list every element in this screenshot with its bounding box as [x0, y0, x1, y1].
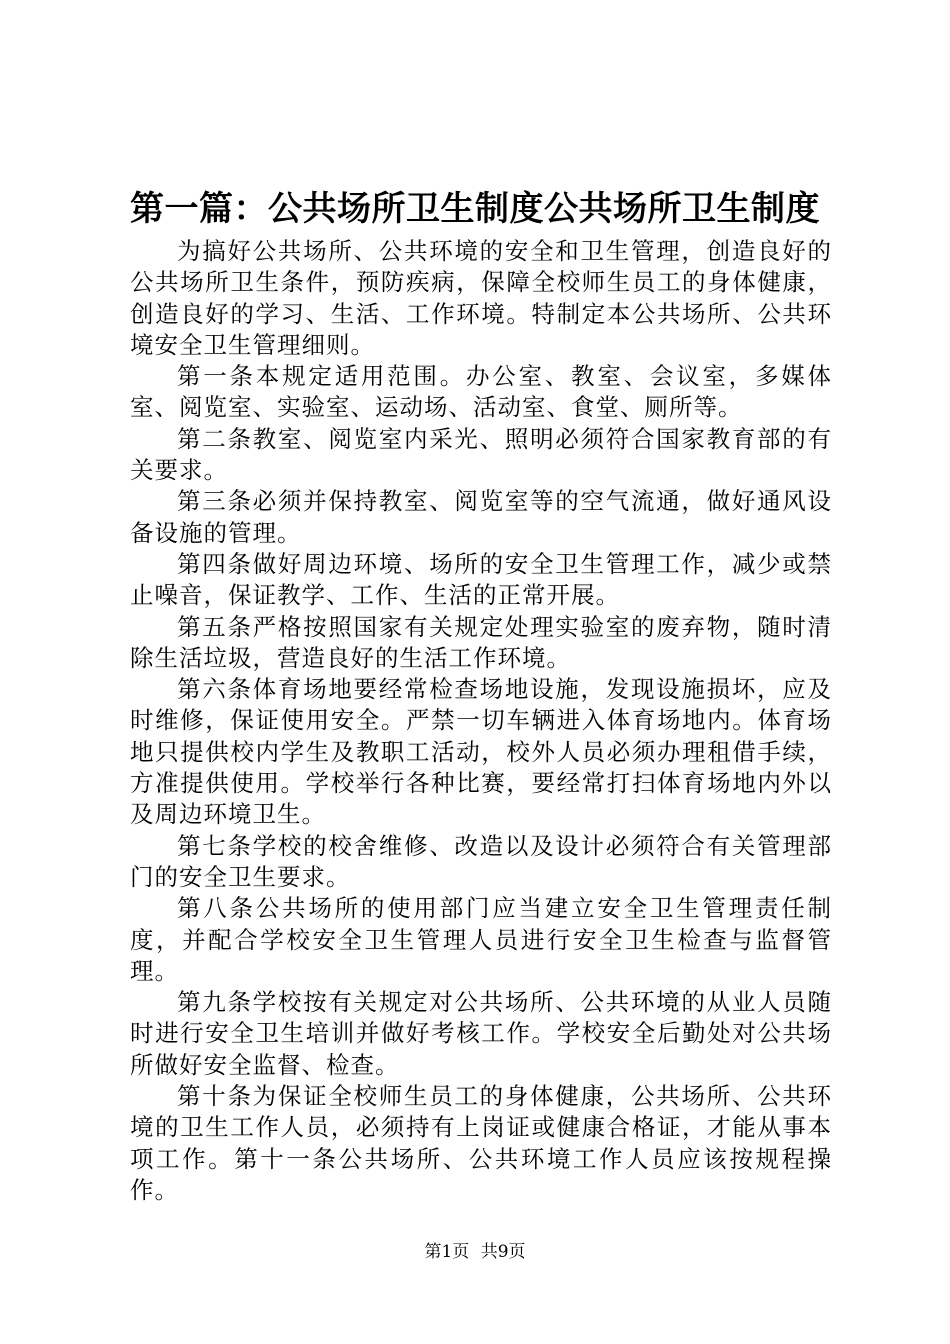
paragraph: 第十条为保证全校师生员工的身体健康，公共场所、公共环境的卫生工作人员，必须持有上岗证或健康合格证，才能从事本项工作。第十一条公共场所、公共环境工作人员应该按规程操作。: [130, 1082, 832, 1204]
paragraph: 第九条学校按有关规定对公共场所、公共环境的从业人员随时进行安全卫生培训并做好考核工作。学校安全后勤处对公共场所做好安全监督、检查。: [130, 988, 832, 1079]
paragraph: 第一条本规定适用范围。办公室、教室、会议室，多媒体室、阅览室、实验室、运动场、活动室、食堂、厕所等。: [130, 362, 832, 422]
paragraph: 第八条公共场所的使用部门应当建立安全卫生管理责任制度，并配合学校安全卫生管理人员进行安全卫生检查与监督管理。: [130, 894, 832, 985]
page-number-total: 共9页: [480, 1242, 526, 1262]
paragraph: 第四条做好周边环境、场所的安全卫生管理工作，减少或禁止噪音，保证教学、工作、生活的正常开展。: [130, 549, 832, 610]
document-title: 第一篇：公共场所卫生制度公共场所卫生制度: [130, 189, 820, 229]
paragraph: 第三条必须并保持教室、阅览室等的空气流通，做好通风设备设施的管理。: [130, 487, 832, 547]
paragraph: 第七条学校的校舍维修、改造以及设计必须符合有关管理部门的安全卫生要求。: [130, 831, 832, 891]
paragraph: 第二条教室、阅览室内采光、照明必须符合国家教育部的有关要求。: [130, 424, 832, 485]
page-footer: [0, 1240, 950, 1264]
paragraph: 第六条体育场地要经常检查场地设施，发现设施损坏，应及时维修，保证使用安全。严禁一切车辆进入体育场地内。体育场地只提供校内学生及教职工活动，校外人员必须办理租借手续，方准提供使用。学校举行各种比赛，要经常打扫体育场地内外以及周边环境卫生。: [130, 675, 832, 829]
document-body: [130, 236, 832, 1206]
paragraph: 第五条严格按照国家有关规定处理实验室的废弃物，随时清除生活垃圾，营造良好的生活工作环境。: [130, 612, 832, 672]
page-number-current: 第1页: [424, 1242, 470, 1262]
paragraph: 为搞好公共场所、公共环境的安全和卫生管理，创造良好的公共场所卫生条件，预防疾病，保障全校师生员工的身体健康，创造良好的学习、生活、工作环境。特制定本公共场所、公共环境安全卫生管理细则。: [130, 237, 832, 359]
